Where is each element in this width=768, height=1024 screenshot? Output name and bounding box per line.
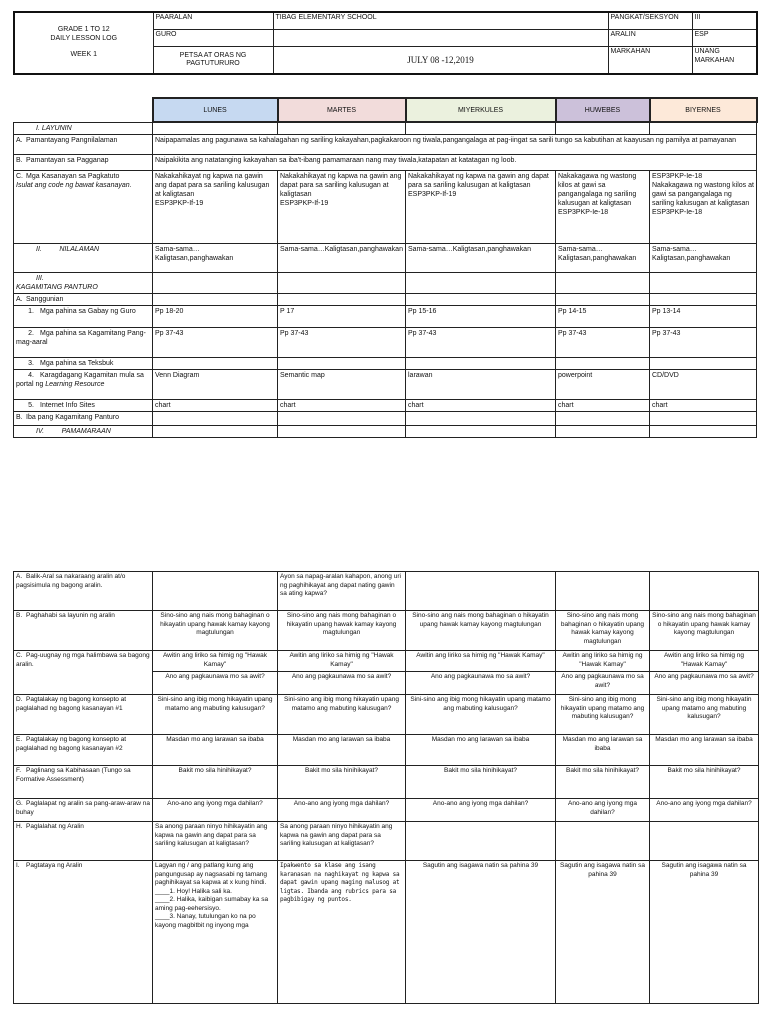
pagkaunawa-miyerkules: Ano ang pagkaunawa mo sa awit?: [406, 672, 556, 695]
subject-value: ESP: [692, 30, 757, 47]
paglalahat-miyerkules: [406, 822, 556, 861]
nilalaman-huwebes: Sama-sama…Kaligtasan,panghawakan: [556, 243, 650, 272]
pagtalakay-2-miyerkules: Masdan mo ang larawan sa ibaba: [406, 735, 556, 766]
kagamitang-pang-mag-aaral-label: 2. Mga pahina sa Kagamitang Pang-mag-aaral: [14, 327, 153, 357]
paglalahat-biyernes: [650, 822, 759, 861]
paglalahat-lunes: Sa anong paraan ninyo hihikayatin ang kapwa na gawin ang dapat para sa sariling kalusugan at kaligtasan?: [153, 822, 278, 861]
balik-aral-huwebes: [556, 572, 650, 611]
kagamitang-huwebes: Pp 37-43: [556, 327, 650, 357]
internet-biyernes: chart: [650, 399, 757, 411]
paglinang-martes: Bakit mo sila hinihikayat?: [278, 766, 406, 799]
karagdagang-miyerkules: larawan: [406, 369, 556, 399]
pag-uugnay-martes: Awitin ang liriko sa himig ng "Hawak Kamay": [278, 651, 406, 672]
pagtataya-label: I. Pagtataya ng Aralin: [14, 861, 153, 1004]
day-header-huwebes: HUWEBES: [556, 98, 650, 122]
paglalapat-label: G. Paglalapat ng aralin sa pang-araw-araw na buhay: [14, 799, 153, 822]
nilalaman-heading: II. NILALAMAN: [14, 243, 153, 272]
paghahabi-label: B. Paghahabi sa layunin ng aralin: [14, 611, 153, 651]
date-value: JULY 08 -12,2019: [273, 47, 608, 75]
grade-label: PANGKAT/SEKSYON: [608, 12, 692, 30]
paglalapat-biyernes: Ano-ano ang iyong mga dahilan?: [650, 799, 759, 822]
pamantayang-pangnilalaman-value: Naipapamalas ang pagunawa sa kahalagahan ng sariling kakayahan,pagkakaroon ng tiwala,pangangalaga at pag-iingat sa sarili tungo sa kabutihan at kaayusan ng pamilya at pamayanan: [153, 134, 757, 154]
pagtataya-miyerkules: Sagutin ang isagawa natin sa pahina 39: [406, 861, 556, 1004]
karagdagang-biyernes: CD/DVD: [650, 369, 757, 399]
paglalahat-martes: Sa anong paraan ninyo hihikayatin ang kapwa na gawin ang dapat para sa sariling kalusugan at kaligtasan?: [278, 822, 406, 861]
subject-label: ARALIN: [608, 30, 692, 47]
pagtataya-huwebes: Sagutin ang isagawa natin sa pahina 39: [556, 861, 650, 1004]
paghahabi-huwebes: Sino-sino ang nais mong bahaginan o hikayatin upang hawak kamay kayong magtulungan: [556, 611, 650, 651]
internet-lunes: chart: [153, 399, 278, 411]
gabay-guro-biyernes: Pp 13-14: [650, 305, 757, 327]
teacher-value: [273, 30, 608, 47]
pagtataya-martes: Ipakwento sa klase ang isang karanasan na naghikayat ng kapwa sa dapat gawin upang maging malusog at ligtas. Ibanda ang rubrics para sa pagbibigay ng puntos.: [278, 861, 406, 1004]
pagkaunawa-biyernes: Ano ang pagkaunawa mo sa awit?: [650, 672, 759, 695]
gabay-guro-martes: P 17: [278, 305, 406, 327]
internet-miyerkules: chart: [406, 399, 556, 411]
kagamitang-biyernes: Pp 37-43: [650, 327, 757, 357]
kagamitan-heading: III. KAGAMITANG PANTURO: [14, 272, 153, 293]
objectives-table: [13, 97, 758, 438]
internet-huwebes: chart: [556, 399, 650, 411]
karagdagang-lunes: Venn Diagram: [153, 369, 278, 399]
karagdagang-huwebes: powerpoint: [556, 369, 650, 399]
quarter-label: MARKAHAN: [608, 47, 692, 75]
iba-pang-kagamitan-label: B. Iba pang Kagamitang Panturo: [14, 411, 153, 425]
school-value: TIBAG ELEMENTARY SCHOOL: [273, 12, 608, 30]
kagamitang-miyerkules: Pp 37-43: [406, 327, 556, 357]
procedure-table: [13, 571, 759, 1004]
balik-aral-martes: Ayon sa napag-aralan kahapon, anong uri ng paghihikayat ang dapat nating gawin sa ating kapwa?: [278, 572, 406, 611]
pag-uugnay-biyernes: Awitin ang liriko sa himig ng "Hawak Kamay": [650, 651, 759, 672]
pamantayan-pagganap-label: B. Pamantayan sa Pagganap: [14, 154, 153, 170]
pag-uugnay-lunes: Awitin ang liriko sa himig ng "Hawak Kamay": [153, 651, 278, 672]
paglalapat-lunes: Ano-ano ang iyong mga dahilan?: [153, 799, 278, 822]
teacher-label: GURO: [153, 30, 273, 47]
karagdagang-martes: Semantic map: [278, 369, 406, 399]
nilalaman-lunes: Sama-sama…Kaligtasan,panghawakan: [153, 243, 278, 272]
paglinang-lunes: Bakit mo sila hinihikayat?: [153, 766, 278, 799]
nilalaman-martes: Sama-sama…Kaligtasan,panghawakan: [278, 243, 406, 272]
paglalahat-huwebes: [556, 822, 650, 861]
nilalaman-biyernes: Sama-sama…Kaligtasan,panghawakan: [650, 243, 757, 272]
pagtalakay-1-miyerkules: Sini-sino ang ibig mong hikayatin upang matamo ang mabuting kalusugan?: [406, 695, 556, 735]
gabay-guro-lunes: Pp 18-20: [153, 305, 278, 327]
paghahabi-miyerkules: Sino-sino ang nais mong bahaginan o hikayatin upang hawak kamay kayong magtulungan: [406, 611, 556, 651]
pagtalakay-2-biyernes: Masdan mo ang larawan sa ibaba: [650, 735, 759, 766]
day-header-biyernes: BIYERNES: [650, 98, 757, 122]
gabay-guro-label: 1. Mga pahina sa Gabay ng Guro: [14, 305, 153, 327]
kasanayan-lunes: Nakakahikayat ng kapwa na gawin ang dapat para sa sariling kalusugan at kaligtasan ESP3PKP-If-19: [153, 170, 278, 243]
quarter-value: UNANG MARKAHAN: [692, 47, 757, 75]
paglinang-label: F. Paglinang sa Kabihasaan (Tungo sa Formative Assessment): [14, 766, 153, 799]
balik-aral-biyernes: [650, 572, 759, 611]
pamantayang-pangnilalaman-label: A. Pamantayang Pangnilalaman: [14, 134, 153, 154]
paglalapat-huwebes: Ano-ano ang iyong mga dahilan?: [556, 799, 650, 822]
gabay-guro-miyerkules: Pp 15-16: [406, 305, 556, 327]
pagtalakay-2-martes: Masdan mo ang larawan sa ibaba: [278, 735, 406, 766]
kasanayan-martes: Nakakahikayat ng kapwa na gawin ang dapat para sa sariling kalusugan at kaligtasan ESP3PKP-If-19: [278, 170, 406, 243]
pagkaunawa-lunes: Ano ang pagkaunawa mo sa awit?: [153, 672, 278, 695]
kagamitang-martes: Pp 37-43: [278, 327, 406, 357]
balik-aral-miyerkules: [406, 572, 556, 611]
sanggunian-label: A. Sanggunian: [14, 293, 153, 305]
paglinang-huwebes: Bakit mo sila hinihikayat?: [556, 766, 650, 799]
karagdagang-kagamitan-label: 4. Karagdagang Kagamitan mula sa portal ng Learning Resource: [14, 369, 153, 399]
internet-sites-label: 5. Internet Info Sites: [14, 399, 153, 411]
pagtalakay-1-biyernes: Sini-sino ang ibig mong hikayatin upang matamo ang mabuting kalusugan?: [650, 695, 759, 735]
day-header-miyerkules: MIYERKULES: [406, 98, 556, 122]
pagtalakay-2-huwebes: Masdan mo ang larawan sa ibaba: [556, 735, 650, 766]
pagkaunawa-huwebes: Ano ang pagkaunawa mo sa awit?: [556, 672, 650, 695]
pagtalakay-2-lunes: Masdan mo ang larawan sa ibaba: [153, 735, 278, 766]
log-title: GRADE 1 TO 12 DAILY LESSON LOG WEEK 1: [14, 12, 153, 74]
paghahabi-lunes: Sino-sino ang nais mong bahaginan o hikayatin upang hawak kamay kayong magtulungan: [153, 611, 278, 651]
kasanayan-huwebes: Nakakagawa ng wastong kilos at gawi sa pangangalaga ng sariling kalusugan at kaligtasan ESP3PKP-Ie-18: [556, 170, 650, 243]
balik-aral-lunes: [153, 572, 278, 611]
pag-uugnay-miyerkules: Awitin ang liriko sa himig ng "Hawak Kamay": [406, 651, 556, 672]
paghahabi-biyernes: Sino-sino ang nais mong bahaginan o hikayatin upang hawak kamay kayong magtulungan: [650, 611, 759, 651]
pagtataya-lunes: Lagyan ng / ang patlang kung ang pangungusap ay nagsasabi ng tamang paghihikayat sa kapwa at x kung hindi. ____1. Hoy! Halika sali ka. ____2. Halika, kaibigan sumabay ka sa aming pag-eehersisyo. ____3. Nanay, tutulungan ko na po kayong magbitbit ng inyong mga: [153, 861, 278, 1004]
pag-uugnay-label: C. Pag-uugnay ng mga halimbawa sa bagong aralin.: [14, 651, 153, 695]
grade-value: III: [692, 12, 757, 30]
corner-cell: [14, 98, 153, 122]
pagtalakay-1-label: D. Pagtalakay ng bagong konsepto at paglalahad ng bagong kasanayan #1: [14, 695, 153, 735]
paglalahat-label: H. Paglalahat ng Aralin: [14, 822, 153, 861]
layunin-heading: I. LAYUNIN: [14, 122, 153, 134]
balik-aral-label: A. Balik-Aral sa nakaraang aralin at/o pagsisimula ng bagong aralin.: [14, 572, 153, 611]
pagtalakay-1-lunes: Sini-sino ang ibig mong hikayatin upang matamo ang mabuting kalusugan?: [153, 695, 278, 735]
kagamitang-lunes: Pp 37-43: [153, 327, 278, 357]
school-label: PAARALAN: [153, 12, 273, 30]
paghahabi-martes: Sino-sino ang nais mong bahaginan o hikayatin upang hawak kamay kayong magtulungan: [278, 611, 406, 651]
paglinang-miyerkules: Bakit mo sila hinihikayat?: [406, 766, 556, 799]
kasanayan-biyernes: ESP3PKP-Ie-18 Nakakagawa ng wastong kilos at gawi sa pangangalaga ng sariling kalusugan at kaligtasan ESP3PKP-Ie-18: [650, 170, 757, 243]
pamantayan-pagganap-value: Naipakikita ang natatanging kakayahan sa iba't-ibang pamamaraan nang may tiwala,katapatan at katatagan ng loob.: [153, 154, 757, 170]
paglinang-biyernes: Bakit mo sila hinihikayat?: [650, 766, 759, 799]
pagtalakay-1-martes: Sini-sino ang ibig mong hikayatin upang matamo ang mabuting kalusugan?: [278, 695, 406, 735]
nilalaman-miyerkules: Sama-sama…Kaligtasan,panghawakan: [406, 243, 556, 272]
pagtalakay-1-huwebes: Sini-sino ang ibig mong hikayatin upang matamo ang mabuting kalusugan?: [556, 695, 650, 735]
gabay-guro-huwebes: Pp 14-15: [556, 305, 650, 327]
kasanayan-miyerkules: Nakakahikayat ng kapwa na gawin ang dapat para sa sariling kalusugan at kaligtasan ESP3PKP-If-19: [406, 170, 556, 243]
day-header-lunes: LUNES: [153, 98, 278, 122]
kasanayan-label: C. Mga Kasanayan sa Pagkatuto Isulat ang code ng bawat kasanayan.: [14, 170, 153, 243]
date-label: PETSA AT ORAS NG PAGTUTURURO: [153, 47, 273, 75]
teksbuk-label: 3. Mga pahina sa Teksbuk: [14, 357, 153, 369]
internet-martes: chart: [278, 399, 406, 411]
pagtataya-biyernes: Sagutin ang isagawa natin sa pahina 39: [650, 861, 759, 1004]
day-header-martes: MARTES: [278, 98, 406, 122]
paglalapat-martes: Ano-ano ang iyong mga dahilan?: [278, 799, 406, 822]
header-table: [13, 11, 758, 75]
pamamaraan-heading: IV. PAMAMARAAN: [14, 425, 153, 437]
pag-uugnay-huwebes: Awitin ang liriko sa himig ng "Hawak Kamay": [556, 651, 650, 672]
pagtalakay-2-label: E. Pagtalakay ng bagong konsepto at paglalahad ng bagong kasanayan #2: [14, 735, 153, 766]
pagkaunawa-martes: Ano ang pagkaunawa mo sa awit?: [278, 672, 406, 695]
paglalapat-miyerkules: Ano-ano ang iyong mga dahilan?: [406, 799, 556, 822]
